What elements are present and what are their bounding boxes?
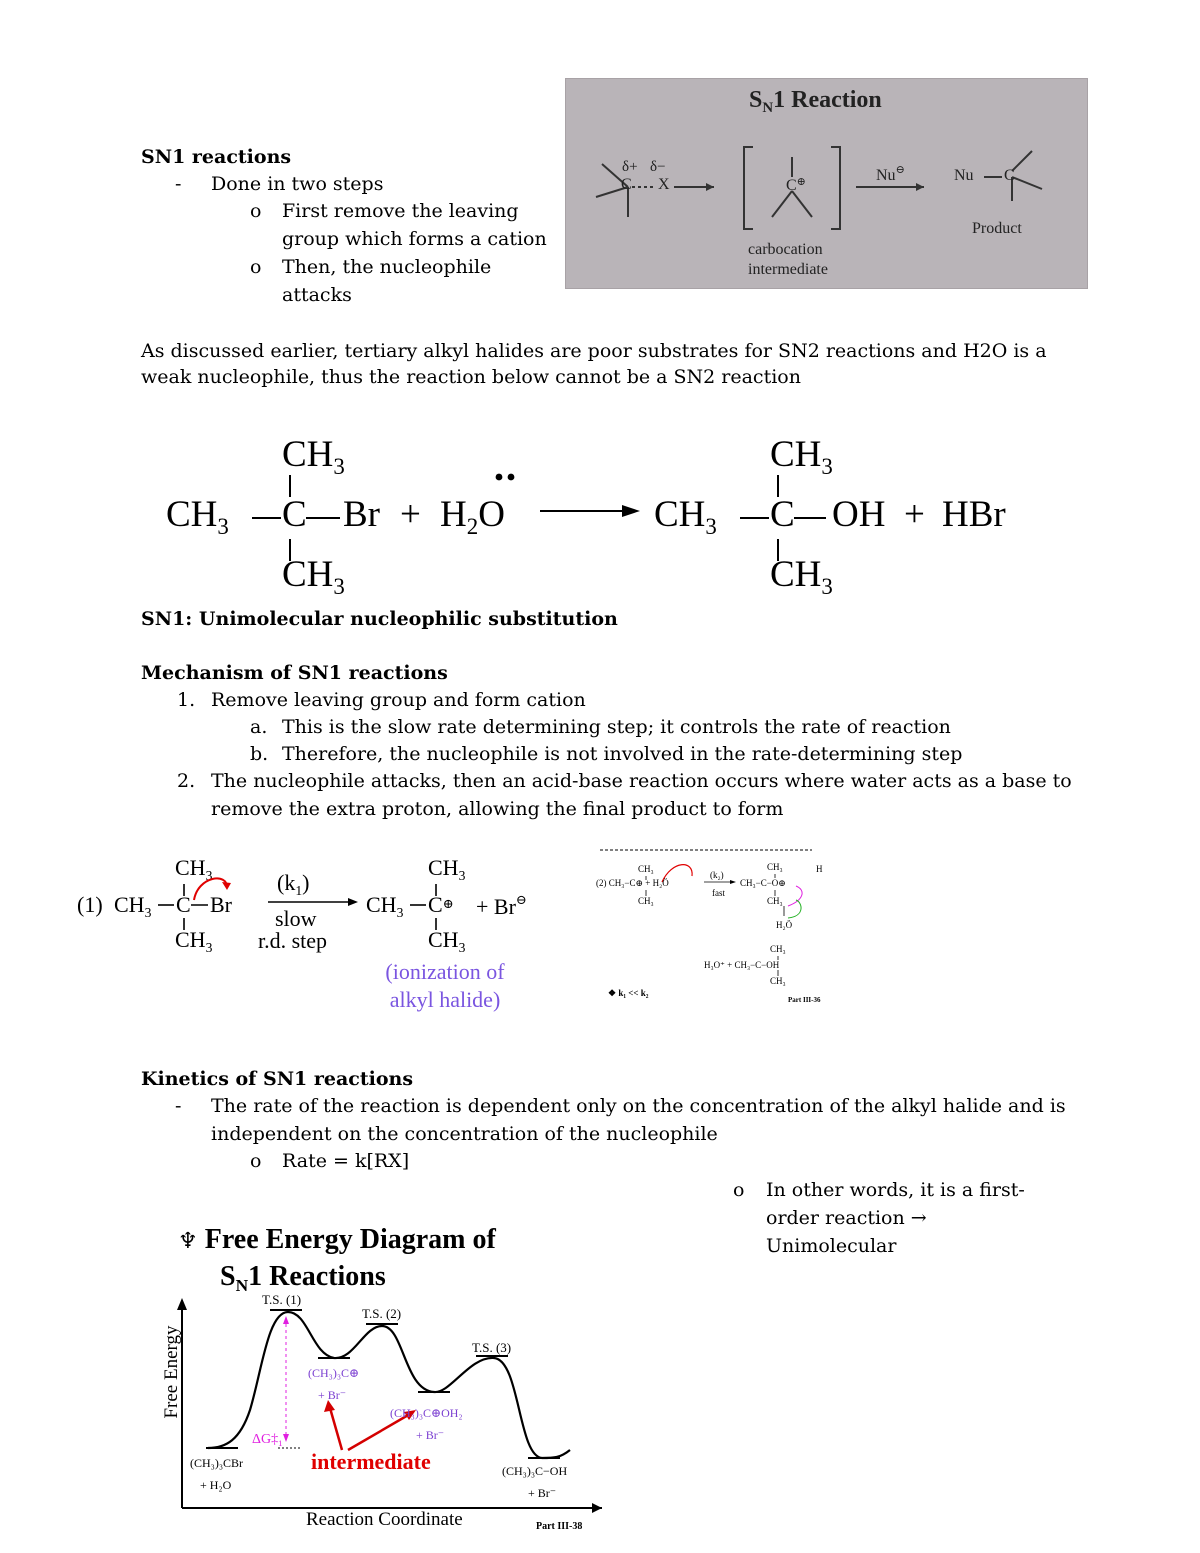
bottom-ch3: $CH_3$ — [175, 927, 213, 955]
rate-constant-k2: (k₂) — [710, 870, 724, 880]
free-energy-axis-label: Free Energy — [161, 1325, 182, 1419]
leaving-group-label: X — [658, 176, 670, 193]
trophy-icon: ♆ — [178, 1228, 198, 1253]
reactant-carbon: C — [282, 494, 307, 535]
water-base: H₂Ö — [776, 920, 793, 930]
sn1-item-two-steps: Done in two steps — [211, 173, 384, 195]
sn1-sub1-line2: group which forms a cation — [282, 228, 547, 250]
step-label: (1) — [77, 892, 103, 917]
kinetics-line2: independent on the concentration of the nucleophile — [211, 1123, 718, 1145]
step2-reactants: (2) CH₃−C⊕ + H₂Ö — [596, 878, 669, 888]
first-order-note-line2: order reaction → — [766, 1207, 927, 1229]
ionization-bonds — [70, 850, 550, 1020]
kinetics-heading: Kinetics of SN1 reactions — [141, 1068, 414, 1090]
nucleophile-label: Nu⊖ — [876, 164, 905, 184]
oxonium-top-ch3: CH₃ — [767, 862, 783, 872]
product-left-ch3: $CH_3$ — [654, 494, 717, 540]
activation-energy-label: $\Delta G\ddagger_1$ — [252, 1432, 283, 1449]
cation-top-ch3: $CH_3$ — [428, 855, 466, 883]
step2-top-ch3: CH₃ — [638, 864, 654, 874]
mechanism-heading: Mechanism of SN1 reactions — [141, 662, 448, 684]
sn1-sub2-line1: Then, the nucleophile — [282, 256, 492, 278]
mechanism-step1: Remove leaving group and form cation — [211, 689, 586, 711]
reactant-bromine: Br — [343, 494, 380, 535]
rate-law: Rate = k[RX] — [282, 1150, 410, 1172]
mechanism-step1b: Therefore, the nucleophile is not involved in the rate-determining step — [282, 743, 963, 765]
sn1-figure-title: $S_N1$ Reaction — [749, 87, 882, 117]
sn1-sub2-line2: attacks — [282, 284, 352, 306]
oxonium-intermediate-label: (CH₃)₃C⊕OH₂ + Br⁻ — [390, 1406, 463, 1442]
product-carbon: C — [770, 494, 795, 535]
hydrogen-bromide: HBr — [942, 494, 1006, 535]
ionization-step-figure — [70, 850, 550, 1020]
alcohol-top-ch3: CH₃ — [770, 944, 786, 954]
product-carbon-label: C — [1004, 167, 1015, 184]
bullet-dash: - — [175, 173, 182, 195]
top-ch3: $CH_3$ — [175, 855, 213, 883]
bullet-o: o — [733, 1179, 745, 1201]
sn1-sub1-line1: First remove the leaving — [282, 200, 519, 222]
product-bottom-ch3: $CH_3$ — [770, 554, 833, 600]
carbon-label: C — [621, 176, 632, 193]
energy-diagram-title-line2: $S_N1$ Reactions — [220, 1261, 386, 1296]
cation-left-ch3: $CH_3$ — [366, 892, 404, 920]
oxonium-bottom-ch3: CH₃ — [767, 896, 783, 906]
product-nu-label: Nu — [954, 167, 974, 184]
rate-constant-k1: $(k_1)$ — [277, 870, 310, 898]
left-ch3: $CH_3$ — [114, 892, 152, 920]
kinetics-line1: The rate of the reaction is dependent only on the concentration of the alkyl halide and is — [211, 1095, 1066, 1117]
delta-plus-label: δ+ — [622, 159, 638, 175]
transition-state-3: T.S. (3) — [472, 1340, 512, 1355]
product-label: Product — [972, 220, 1022, 237]
step-number-1: 1. — [177, 689, 196, 711]
sn1-definition: SN1: Unimolecular nucleophilic substitution — [141, 608, 618, 630]
bromine: Br — [210, 892, 232, 917]
cation-carbon-label: C⊕ — [786, 176, 806, 194]
products-label: (CH₃)₃C−OH + Br⁻ — [502, 1464, 568, 1500]
plus-sign: + — [400, 494, 421, 535]
part-number: Part III-36 — [788, 996, 821, 1004]
carbocation-intermediate-label: (CH₃)₃C⊕ + Br⁻ — [308, 1366, 360, 1402]
discussion-line1: As discussed earlier, tertiary alkyl halides are poor substrates for SN2 reactions and H2O is a — [141, 340, 1047, 362]
first-order-note-line3: Unimolecular — [766, 1235, 897, 1257]
product-hydroxyl: OH — [832, 494, 886, 535]
transition-state-1: T.S. (1) — [262, 1292, 302, 1307]
equation-bonds — [0, 415, 1200, 605]
reactants-label: (CH₃)₃CBr + H₂O — [190, 1456, 244, 1492]
carbocation-carbon: C⊕ — [428, 892, 454, 917]
bullet-o: o — [250, 200, 262, 222]
bullet-o: o — [250, 256, 262, 278]
step-letter-a: a. — [250, 716, 268, 738]
reaction-coordinate-axis-label: Reaction Coordinate — [306, 1509, 463, 1530]
transition-state-2: T.S. (2) — [362, 1306, 402, 1321]
ionization-caption: (ionization of alkyl halide) — [385, 959, 505, 1012]
mechanism-step2-line1: The nucleophile attacks, then an acid-base reaction occurs where water acts as a base to — [211, 770, 1072, 792]
fast-label: fast — [712, 888, 725, 898]
reactant-bottom-ch3: $CH_3$ — [282, 554, 345, 600]
slow-label: slow — [275, 906, 317, 931]
delta-minus-label: δ− — [650, 159, 666, 175]
bromide-ion: + Br⊖ — [476, 892, 527, 919]
energy-diagram-title-line1: ♆ Free Energy Diagram of — [178, 1224, 496, 1255]
alcohol-bottom-ch3: CH₃ — [770, 976, 786, 986]
mechanism-step1a: This is the slow rate determining step; it controls the rate of reaction — [282, 716, 951, 738]
carbocation-intermediate-label: carbocation intermediate — [748, 241, 828, 278]
plus-sign: + — [904, 494, 925, 535]
step2-bottom-ch3: CH₃ — [638, 896, 654, 906]
reactant-left-ch3: $CH_3$ — [166, 494, 229, 540]
part-number: Part III-38 — [536, 1521, 583, 1532]
step-number-2: 2. — [177, 770, 196, 792]
central-carbon: C — [176, 892, 191, 917]
cation-bottom-ch3: $CH_3$ — [428, 927, 466, 955]
intermediate-label: intermediate — [311, 1449, 431, 1474]
discussion-line2: weak nucleophile, thus the reaction below cannot be a SN2 reaction — [141, 366, 801, 388]
sn1-reaction-figure — [565, 78, 1088, 289]
product-top-ch3: $CH_3$ — [770, 434, 833, 480]
tert-butyl-bromide-hydrolysis-equation — [0, 415, 1200, 605]
sn1-heading: SN1 reactions — [141, 146, 292, 168]
step-letter-b: b. — [250, 743, 269, 765]
reactant-top-ch3: $CH_3$ — [282, 434, 345, 480]
bullet-o: o — [250, 1150, 262, 1172]
oxonium-hydrogen: H — [816, 864, 823, 874]
rd-step-label: r.d. step — [258, 928, 328, 953]
water-molecule: $H_2O$ — [440, 494, 505, 540]
oxonium-ion: CH₃−C−O⊕ — [740, 878, 786, 888]
mechanism-step2-line2: remove the extra proton, allowing the final product to form — [211, 798, 784, 820]
rate-constant-comparison: ❖ k₁ << k₂ — [608, 988, 649, 998]
proton-transfer-figure — [592, 846, 822, 1006]
first-order-note-line1: In other words, it is a first- — [766, 1179, 1025, 1201]
final-products: H₃O⁺ + CH₃−C−OH — [704, 960, 780, 970]
bullet-dash: - — [175, 1095, 182, 1117]
